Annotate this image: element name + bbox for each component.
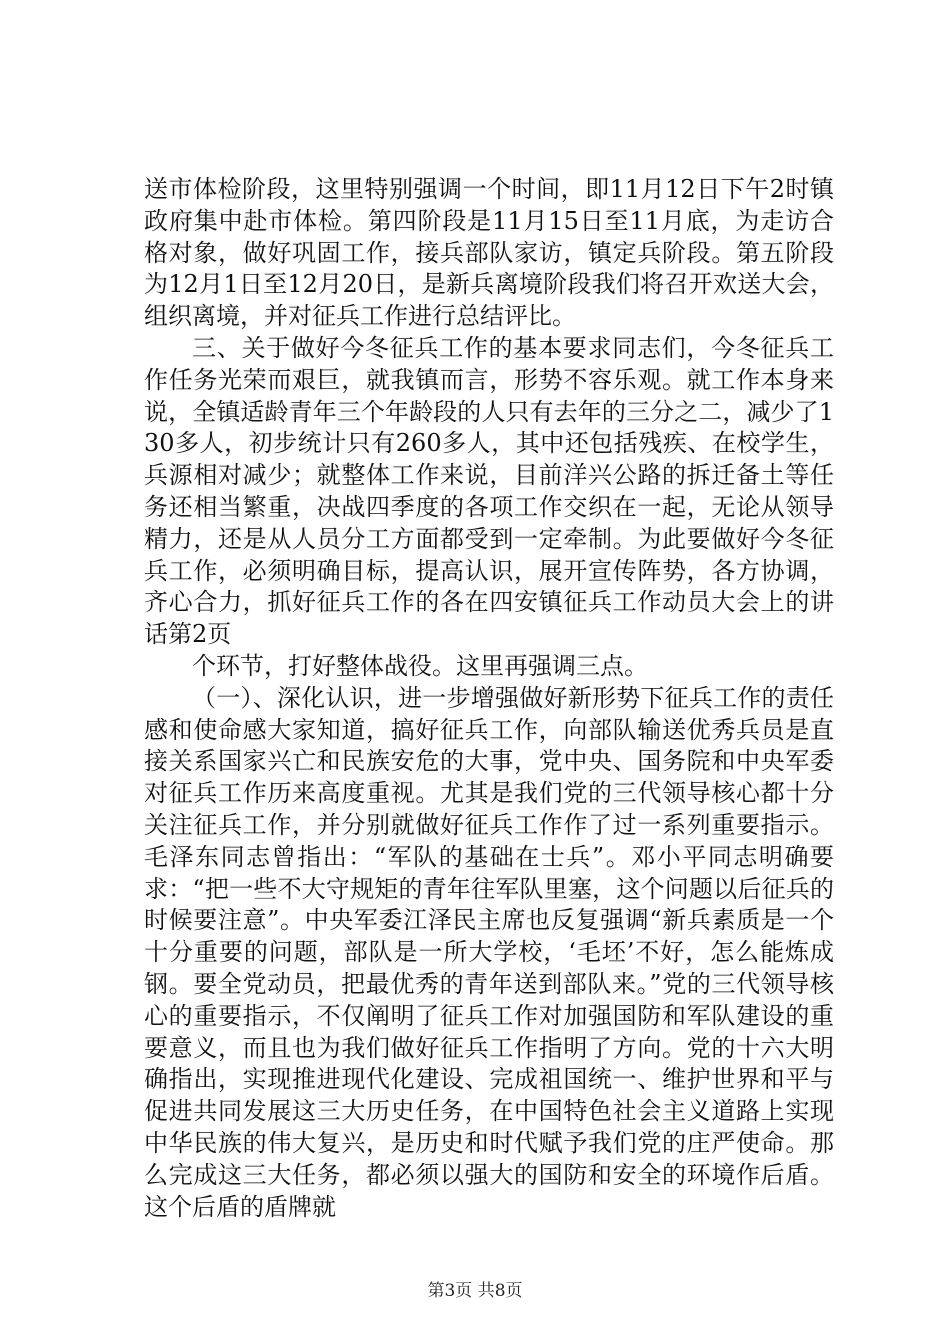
- paragraph-three-points: 个环节，打好整体战役。这里再强调三点。: [192, 651, 648, 680]
- paragraph-deepen-understanding: （一）、深化认识，进一步增强做好新形势下征兵工作的责任感和使命感大家知道，搞好征兵工作，向部队输送优秀兵员是直接关系国家兴亡和民族安危的大事，党中央、国务院和中央军委对征兵工作历来高度重视。尤其是我们党的三代领导核心都十分关注征兵工作，并分别就做好征兵工作作了过一系列重要指示。毛泽东同志曾指出：“军队的基础在士兵”。邓小平同志明确要求：“把一些不大守规矩的青年往军队里塞，这个问题以后征兵的时候要注意”。中央军委江泽民主席也反复强调“新兵素质是一个十分重要的问题，部队是一所大学校，‘毛坯’不好，怎么能炼成钢。要全党动员，把最优秀的青年送到部队来。”党的三代领导核心的重要指示，不仅阐明了征兵工作对加强国防和军队建设的重要意义，而且也为我们做好征兵工作指明了方向。党的十六大明确指出，实现推进现代化建设、完成祖国统一、维护世界和平与促进共同发展这三大历史任务，在中国特色社会主义道路上实现中华民族的伟大复兴，是历史和时代赋予我们党的庄严使命。那么完成这三大任务，都必须以强大的国防和安全的环境作后盾。这个后盾的盾牌就: [144, 683, 834, 1221]
- page-footer: 第3页 共8页: [427, 1281, 523, 1301]
- paragraph-basic-requirements: 三、关于做好今冬征兵工作的基本要求同志们，今冬征兵工作任务光荣而艰巨，就我镇而言，形势不容乐观。就工作本身来说，全镇适龄青年三个年龄段的人只有去年的三分之二，减少了130多人，初步统计只有260多人，其中还包括残疾、在校学生，兵源相对减少；就整体工作来说，目前洋兴公路的拆迁备土等任务还相当繁重，决战四季度的各项工作交织在一起，无论从领导精力，还是从人员分工方面都受到一定牵制。为此要做好今冬征兵工作，必须明确目标，提高认识，展开宣传阵势，各方协调，齐心合力，抓好征兵工作的各在四安镇征兵工作动员大会上的讲话第2页: [144, 333, 834, 649]
- paragraph-continuation: 送市体检阶段，这里特别强调一个时间，即11月12日下午2时镇政府集中赴市体检。第四阶段是11月15日至11月底，为走访合格对象，做好巩固工作，接兵部队家访，镇定兵阶段。第五阶段为12月1日至12月20日，是新兵离境阶段我们将召开欢送大会，组织离境，并对征兵工作进行总结评比。: [144, 175, 834, 331]
- document-body: [144, 174, 834, 1223]
